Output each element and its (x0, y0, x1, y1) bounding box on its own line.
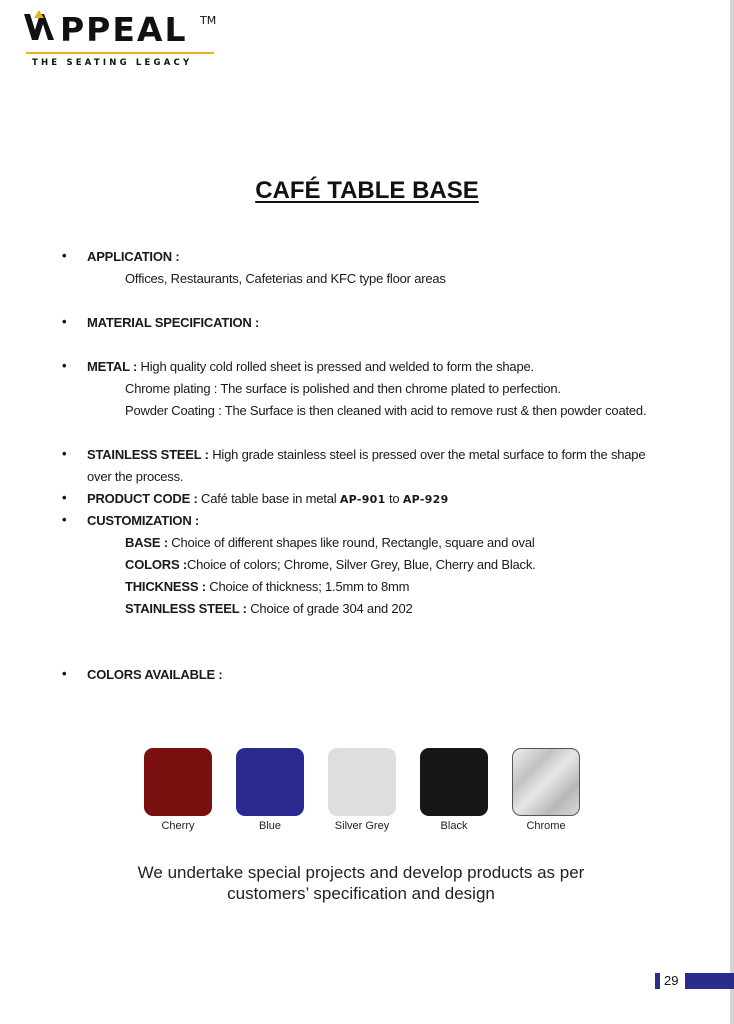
swatch-cherry-chip (144, 748, 212, 816)
swatch-silver-grey-label: Silver Grey (334, 820, 390, 832)
application-label: APPLICATION : (87, 249, 180, 264)
page-number-marker (655, 973, 660, 989)
bullet-icon: • (62, 512, 67, 527)
stainless-text-cont: over the process. (87, 469, 184, 484)
bullet-icon: • (62, 446, 67, 461)
bullet-icon: • (62, 248, 67, 263)
custom-colors-label: COLORS : (125, 557, 187, 572)
custom-stainless-label: STAINLESS STEEL : (125, 601, 247, 616)
page-edge-rule (730, 0, 734, 1024)
bullet-icon: • (62, 358, 67, 373)
swatch-silver-grey (327, 748, 397, 832)
bullet-icon: • (62, 314, 67, 329)
powder-coating-text: Powder Coating : The Surface is then cleaned with acid to remove rust & then powder coated. (125, 403, 647, 418)
footer-note-line1: We undertake special projects and develop products as per (137, 863, 585, 882)
swatch-blue-label: Blue (258, 820, 282, 832)
product-code-line (87, 491, 449, 506)
logo-underline (26, 52, 214, 54)
stainless-label: STAINLESS STEEL : (87, 447, 209, 462)
product-code-from: AP-901 (339, 493, 386, 506)
metal-line (87, 359, 534, 374)
swatch-silver-grey-chip (328, 748, 396, 816)
customization-label: CUSTOMIZATION : (87, 513, 200, 528)
logo-a-mark-icon (22, 10, 62, 46)
page-number-bar (685, 973, 734, 989)
product-code-label: PRODUCT CODE : (87, 491, 198, 506)
chrome-plating-text: Chrome plating : The surface is polished and then chrome plated to perfection. (125, 381, 561, 396)
swatch-black (419, 748, 489, 832)
custom-base-label: BASE : (125, 535, 168, 550)
material-label: MATERIAL SPECIFICATION : (87, 315, 260, 330)
application-text: Offices, Restaurants, Cafeterias and KFC type floor areas (125, 271, 446, 286)
page-number: 29 (664, 973, 679, 988)
swatch-black-chip (420, 748, 488, 816)
stainless-line (87, 447, 645, 462)
logo-tagline: THE SEATING LEGACY (32, 58, 193, 68)
swatch-black-label: Black (440, 820, 468, 832)
swatch-cherry-label: Cherry (161, 820, 195, 832)
swatch-blue-chip (236, 748, 304, 816)
swatch-chrome-label: Chrome (526, 820, 566, 832)
custom-base-line (125, 535, 535, 550)
custom-thickness-text: Choice of thickness; 1.5mm to 8mm (209, 579, 410, 594)
product-code-end: AP-929 (402, 493, 449, 506)
page-title: CAFÉ TABLE BASE (255, 177, 479, 204)
footer-note (0, 862, 722, 904)
bullet-icon: • (62, 490, 67, 505)
appeal-logo (22, 8, 222, 70)
swatch-chrome (511, 748, 581, 832)
footer-note-line2: customers’ specification and design (227, 884, 495, 903)
swatch-blue (235, 748, 305, 832)
swatch-chrome-chip (512, 748, 580, 816)
stainless-text: High grade stainless steel is pressed over the metal surface to form the shape (212, 447, 646, 462)
metal-label: METAL : (87, 359, 138, 374)
custom-thickness-label: THICKNESS : (125, 579, 206, 594)
colors-available-label: COLORS AVAILABLE : (87, 667, 223, 682)
logo-trademark: TM (200, 14, 217, 27)
custom-base-text: Choice of different shapes like round, Rectangle, square and oval (171, 535, 535, 550)
product-code-to: to (388, 491, 400, 506)
logo-wordmark: PPEAL (60, 10, 188, 49)
product-code-text: Café table base in metal (201, 491, 337, 506)
custom-colors-line (125, 557, 536, 572)
custom-stainless-line (125, 601, 413, 616)
metal-text: High quality cold rolled sheet is pressed and welded to form the shape. (140, 359, 534, 374)
custom-stainless-text: Choice of grade 304 and 202 (250, 601, 413, 616)
custom-colors-text: Choice of colors; Chrome, Silver Grey, Blue, Cherry and Black. (186, 557, 536, 572)
swatch-cherry (143, 748, 213, 832)
custom-thickness-line (125, 579, 409, 594)
bullet-icon: • (62, 666, 67, 681)
